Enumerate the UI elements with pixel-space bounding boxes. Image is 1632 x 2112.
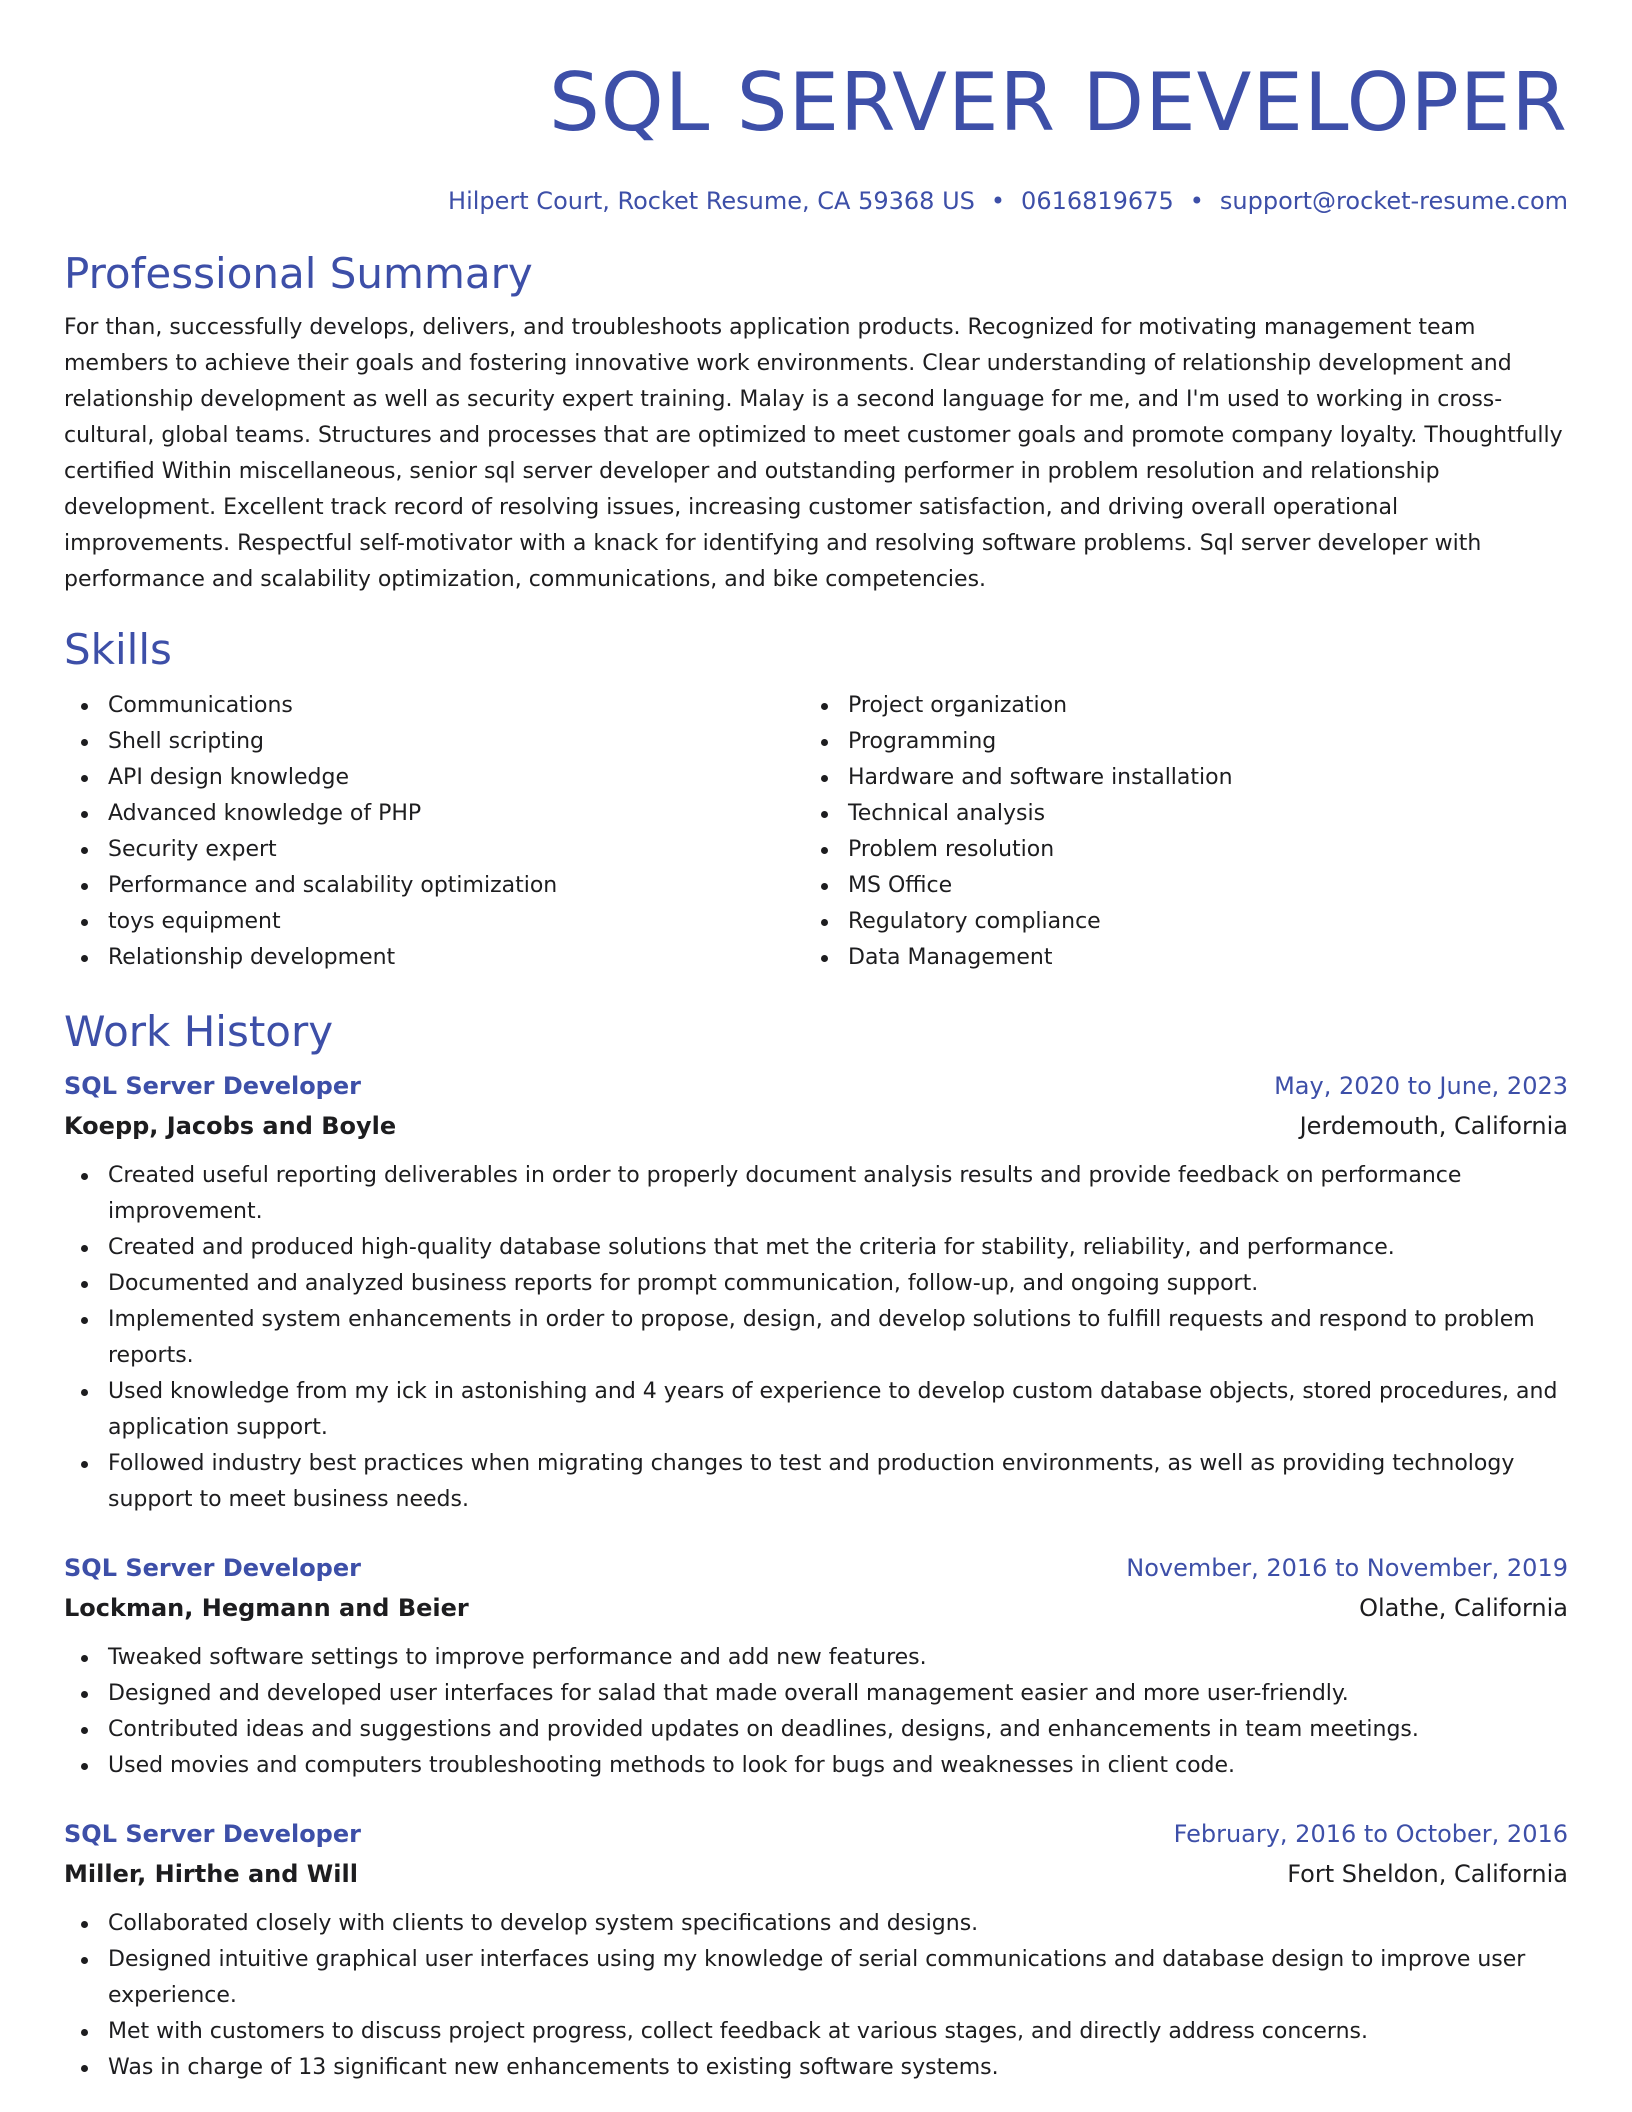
skill-item: Technical analysis bbox=[804, 796, 1544, 832]
resume-header bbox=[64, 0, 1568, 216]
skill-item: Relationship development bbox=[64, 940, 804, 976]
job-dates: November, 2016 to November, 2019 bbox=[1126, 1554, 1568, 1582]
job-dates: February, 2016 to October, 2016 bbox=[1173, 1820, 1568, 1848]
job-title: SQL Server Developer bbox=[64, 1820, 361, 1848]
skill-item: Programming bbox=[804, 724, 1544, 760]
skill-item: Project organization bbox=[804, 688, 1544, 724]
skill-item: Performance and scalability optimization bbox=[64, 868, 804, 904]
job-bullet: Collaborated closely with clients to develop system specifications and designs. bbox=[64, 1906, 1568, 1942]
job-bullet: Created and produced high-quality database solutions that met the criteria for stability, reliability, and performance. bbox=[64, 1230, 1568, 1266]
bullet-separator: • bbox=[990, 187, 1006, 215]
job-bullet: Designed and developed user interfaces for salad that made overall management easier and more user-friendly. bbox=[64, 1676, 1568, 1712]
job-header-row bbox=[64, 1548, 1568, 1588]
job-company: Lockman, Hegmann and Beier bbox=[64, 1594, 469, 1622]
job-entry bbox=[64, 1066, 1568, 1518]
job-title: SQL Server Developer bbox=[64, 1554, 361, 1582]
job-header-row bbox=[64, 1066, 1568, 1106]
bullet-separator: • bbox=[1189, 187, 1204, 215]
job-bullets bbox=[64, 1906, 1568, 2086]
job-bullet: Documented and analyzed business reports for prompt communication, follow-up, and ongoing support. bbox=[64, 1266, 1568, 1302]
job-company: Koepp, Jacobs and Boyle bbox=[64, 1112, 397, 1140]
section-title-summary: Professional Summary bbox=[64, 249, 533, 298]
job-bullet: Designed intuitive graphical user interfaces using my knowledge of serial communications and database design to improve user experience. bbox=[64, 1942, 1568, 2014]
job-bullet: Contributed ideas and suggestions and provided updates on deadlines, designs, and enhancements in team meetings. bbox=[64, 1712, 1568, 1748]
skill-item: toys equipment bbox=[64, 904, 804, 940]
skills-column-left bbox=[64, 688, 804, 976]
skills-column-right bbox=[804, 688, 1544, 976]
job-bullet: Met with customers to discuss project progress, collect feedback at various stages, and directly address concerns. bbox=[64, 2014, 1568, 2050]
job-dates: May, 2020 to June, 2023 bbox=[1274, 1072, 1568, 1100]
job-bullet: Created useful reporting deliverables in order to properly document analysis results and provide feedback on performance improvement. bbox=[64, 1158, 1568, 1230]
skill-item: Data Management bbox=[804, 940, 1544, 976]
job-title: SQL Server Developer bbox=[64, 1072, 361, 1100]
job-bullet: Implemented system enhancements in order to propose, design, and develop solutions to fulfill requests and respond to problem reports. bbox=[64, 1302, 1568, 1374]
job-location: Jerdemouth, California bbox=[1299, 1112, 1568, 1140]
address-text: Hilpert Court, Rocket Resume, CA 59368 US bbox=[448, 187, 975, 215]
skill-item: Communications bbox=[64, 688, 804, 724]
job-bullet: Was in charge of 13 significant new enhancements to existing software systems. bbox=[64, 2050, 1568, 2086]
skill-item: Problem resolution bbox=[804, 832, 1544, 868]
skill-item: Shell scripting bbox=[64, 724, 804, 760]
job-bullets bbox=[64, 1158, 1568, 1518]
job-bullet: Followed industry best practices when migrating changes to test and production environments, as well as providing technology support to meet business needs. bbox=[64, 1446, 1568, 1518]
job-company-row bbox=[64, 1106, 1568, 1146]
skill-item: MS Office bbox=[804, 868, 1544, 904]
job-entry bbox=[64, 1814, 1568, 2086]
section-title-work-history: Work History bbox=[64, 1007, 334, 1056]
job-bullet: Used knowledge from my ick in astonishing and 4 years of experience to develop custom database objects, stored procedures, and application support. bbox=[64, 1374, 1568, 1446]
phone-text: 0616819675 bbox=[1021, 187, 1174, 215]
skill-item: Regulatory compliance bbox=[804, 904, 1544, 940]
job-location: Fort Sheldon, California bbox=[1287, 1860, 1568, 1888]
job-entry bbox=[64, 1548, 1568, 1784]
job-location: Olathe, California bbox=[1359, 1594, 1568, 1622]
skill-item: Security expert bbox=[64, 832, 804, 868]
job-company: Miller, Hirthe and Will bbox=[64, 1860, 358, 1888]
job-company-row bbox=[64, 1854, 1568, 1894]
summary-text: For than, successfully develops, delivers, and troubleshoots application products. Recognized for motivating management team members to achieve their goals and fostering innovative work environments. Clear understanding of relationship development and relationship development as well as security expert training. Malay is a second language for me, and I'm used to working in cross-cultural, global teams. Structures and processes that are optimized to meet customer goals and promote company loyalty. Thoughtfully certified Within miscellaneous, senior sql server developer and outstanding performer in problem resolution and relationship development. Excellent track record of resolving issues, increasing customer satisfaction, and driving overall operational improvements. Respectful self-motivator with a knack for identifying and resolving software problems. Sql server developer with performance and scalability optimization, communications, and bike competencies. bbox=[64, 315, 1563, 592]
section-title-skills: Skills bbox=[64, 625, 172, 674]
candidate-title: SQL SERVER DEVELOPER bbox=[548, 56, 1568, 149]
contact-line bbox=[64, 186, 1568, 216]
job-company-row bbox=[64, 1588, 1568, 1628]
skill-item: Hardware and software installation bbox=[804, 760, 1544, 796]
email-link[interactable]: support@rocket-resume.com bbox=[1219, 187, 1568, 215]
job-bullets bbox=[64, 1640, 1568, 1784]
skill-item: Advanced knowledge of PHP bbox=[64, 796, 804, 832]
job-bullet: Tweaked software settings to improve performance and add new features. bbox=[64, 1640, 1568, 1676]
skills-list bbox=[64, 688, 1568, 976]
job-header-row bbox=[64, 1814, 1568, 1854]
job-bullet: Used movies and computers troubleshooting methods to look for bugs and weaknesses in client code. bbox=[64, 1748, 1568, 1784]
skill-item: API design knowledge bbox=[64, 760, 804, 796]
